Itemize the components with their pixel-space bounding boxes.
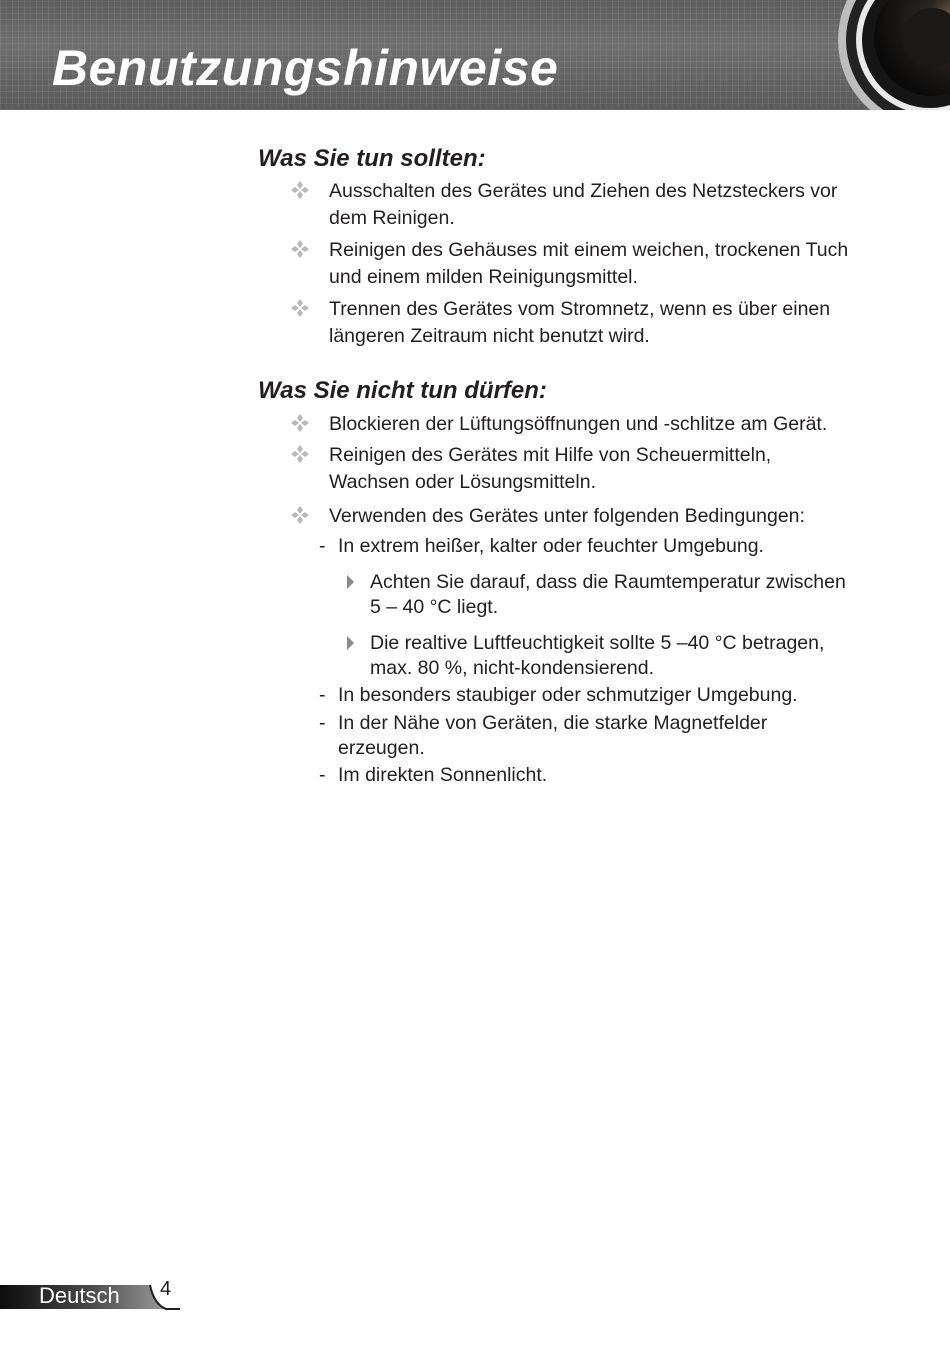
page-title: Benutzungshinweise	[52, 40, 559, 96]
page-number: 4	[160, 1278, 172, 1300]
dash-bullet: -	[319, 684, 326, 706]
note-1-line-1: Achten Sie darauf, dass die Raumtemperatur zwischen	[370, 571, 846, 593]
camera-lens-icon	[820, 0, 950, 110]
diamond-bullet-icon	[291, 414, 309, 432]
note-2-line-1: Die realtive Luftfeuchtigkeit sollte 5 –40 °C betragen,	[370, 632, 825, 654]
dont-item-2-line-2: Wachsen oder Lösungsmitteln.	[329, 471, 597, 493]
do-item-2-line-2: und einem milden Reinigungsmittel.	[329, 266, 638, 288]
section-title-do: Was Sie tun sollten:	[258, 145, 486, 172]
diamond-bullet-icon	[291, 299, 309, 317]
dont-item-2-line-1: Reinigen des Gerätes mit Hilfe von Scheuermitteln,	[329, 444, 772, 466]
condition-3-line-1: In der Nähe von Geräten, die starke Magnetfelder	[338, 712, 768, 734]
diamond-bullet-icon	[291, 181, 309, 199]
condition-4: Im direkten Sonnenlicht.	[338, 764, 548, 786]
dash-bullet: -	[319, 764, 326, 786]
condition-2: In besonders staubiger oder schmutziger Umgebung.	[338, 684, 798, 706]
do-item-1-line-1: Ausschalten des Gerätes und Ziehen des Netzsteckers vor	[329, 180, 838, 202]
dont-item-1: Blockieren der Lüftungsöffnungen und -schlitze am Gerät.	[329, 413, 828, 435]
dont-item-3: Verwenden des Gerätes unter folgenden Bedingungen:	[329, 505, 805, 527]
diamond-bullet-icon	[291, 506, 309, 524]
condition-1: In extrem heißer, kalter oder feuchter Umgebung.	[338, 535, 764, 557]
footer-language: Deutsch	[39, 1283, 120, 1308]
do-item-1-line-2: dem Reinigen.	[329, 207, 455, 229]
triangle-arrow-icon	[346, 636, 355, 650]
dash-bullet: -	[319, 712, 326, 734]
note-2-line-2: max. 80 %, nicht-kondensierend.	[370, 657, 654, 679]
section-title-dont: Was Sie nicht tun dürfen:	[258, 377, 547, 404]
diamond-bullet-icon	[291, 240, 309, 258]
diamond-bullet-icon	[291, 445, 309, 463]
header-banner	[0, 0, 950, 110]
do-item-3-line-2: längeren Zeitraum nicht benutzt wird.	[329, 325, 650, 347]
triangle-arrow-icon	[346, 575, 355, 589]
note-1-line-2: 5 – 40 °C liegt.	[370, 596, 499, 618]
do-item-3-line-1: Trennen des Gerätes vom Stromnetz, wenn es über einen	[329, 298, 831, 320]
condition-3-line-2: erzeugen.	[338, 737, 425, 759]
do-item-2-line-1: Reinigen des Gehäuses mit einem weichen, trockenen Tuch	[329, 239, 849, 261]
dash-bullet: -	[319, 535, 326, 557]
